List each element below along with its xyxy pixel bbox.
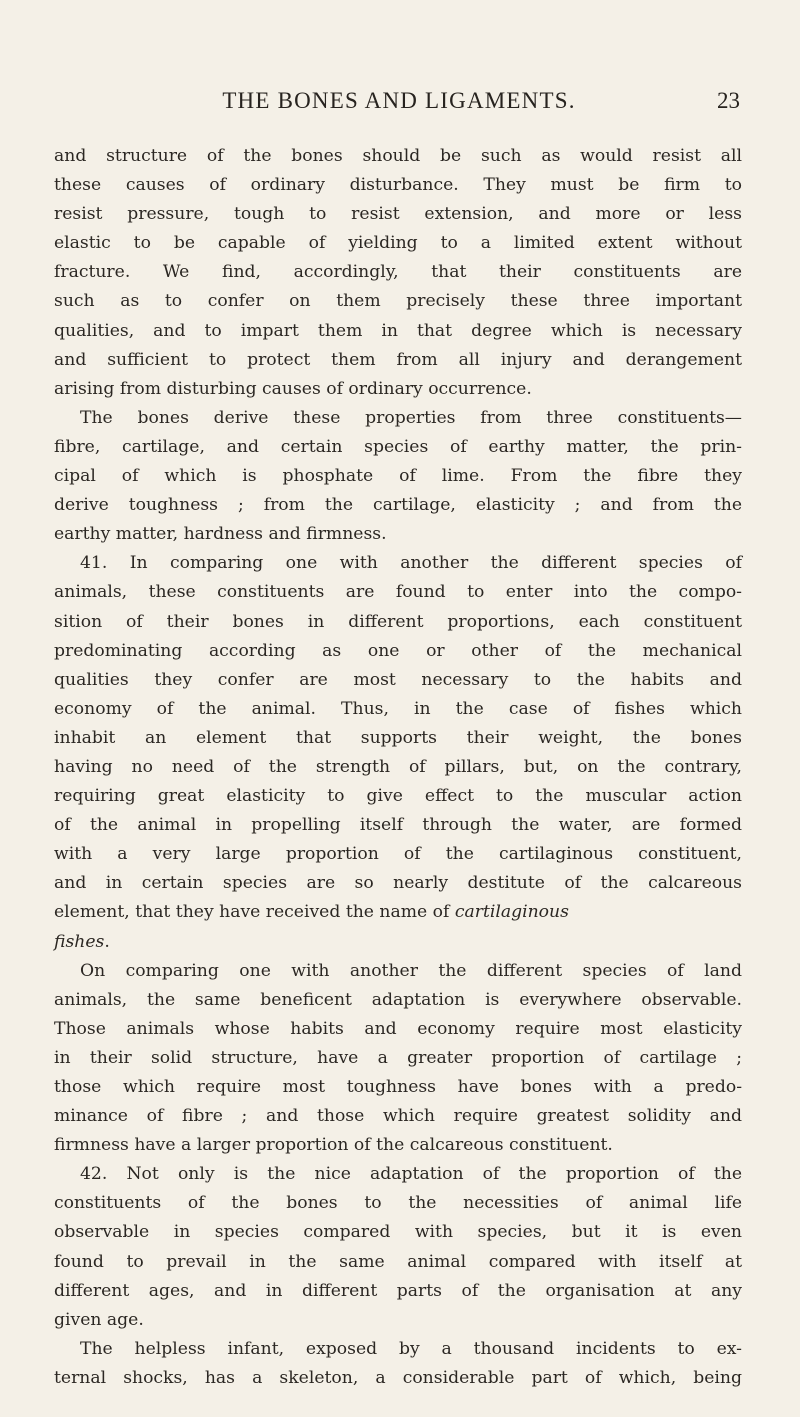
punctuation: .: [104, 931, 110, 952]
text-line: The bones derive these properties from three constituents—: [80, 407, 742, 428]
text-line: arising from disturbing causes of ordinary occurrence.: [54, 378, 532, 399]
text-line: given age.: [54, 1309, 144, 1330]
text-line: sition of their bones in different proportions, each constituent: [54, 611, 742, 632]
text-line: qualities, and to impart them in that degree which is necessary: [54, 320, 742, 341]
text-line: animals, these constituents are found to enter into the compo-: [54, 582, 742, 603]
text-line: On comparing one with another the different species of land: [80, 960, 742, 981]
text-line: these causes of ordinary disturbance. They must be firm to: [54, 175, 742, 196]
body-text: [54, 142, 742, 1393]
italic-term: cartilaginous: [454, 902, 569, 923]
text-line: fibre, cartilage, and certain species of earthy matter, the prin-: [54, 436, 742, 457]
text-line: earthy matter, hardness and firmness.: [54, 524, 387, 545]
text-line: inhabit an element that supports their weight, the bones: [54, 727, 742, 748]
text-line: economy of the animal. Thus, in the case of fishes which: [54, 698, 742, 719]
text-line: minance of fibre ; and those which require greatest solidity and: [54, 1106, 742, 1127]
text-line: 41. In comparing one with another the different species of: [80, 553, 742, 574]
page-header: [58, 88, 740, 118]
italic-term: fishes: [54, 931, 105, 952]
text-line: of the animal in propelling itself through the water, are formed: [54, 815, 742, 836]
text-line: cipal of which is phosphate of lime. From the fibre they: [54, 466, 742, 487]
text-line: animals, the same beneficent adaptation is everywhere observable.: [54, 989, 742, 1010]
text-line-with-italic: [54, 898, 742, 927]
text-line: found to prevail in the same animal compared with itself at: [54, 1251, 742, 1272]
text-line: observable in species compared with species, but it is even: [54, 1222, 742, 1243]
text-line: resist pressure, tough to resist extension, and more or less: [54, 204, 742, 225]
text-line: such as to confer on them precisely these three important: [54, 291, 742, 312]
text-line: predominating according as one or other of the mechanical: [54, 640, 742, 661]
text-segment: element, that they have received the name of: [54, 902, 450, 923]
text-line: requiring great elasticity to give effect to the muscular action: [54, 786, 742, 807]
text-line: in their solid structure, have a greater proportion of cartilage ;: [54, 1047, 742, 1068]
text-line: those which require most toughness have bones with a predo-: [54, 1077, 742, 1097]
text-line: ternal shocks, has a skeleton, a considerable part of which, being: [54, 1367, 742, 1388]
text-line: Those animals whose habits and economy require most elasticity: [54, 1018, 742, 1039]
text-line: [54, 928, 742, 957]
text-line: qualities they confer are most necessary to the habits and: [54, 669, 742, 690]
text-line: derive toughness ; from the cartilage, elasticity ; and from the: [54, 495, 742, 516]
text-line: 42. Not only is the nice adaptation of the proportion of the: [80, 1164, 742, 1185]
text-line: and in certain species are so nearly destitute of the calcareous: [54, 873, 742, 894]
text-line: firmness have a larger proportion of the calcareous constituent.: [54, 1135, 613, 1156]
text-line: different ages, and in different parts of the organisation at any: [54, 1280, 742, 1301]
text-line: with a very large proportion of the cartilaginous constituent,: [54, 844, 742, 865]
text-line: The helpless infant, exposed by a thousand incidents to ex-: [80, 1338, 742, 1359]
text-line: and sufficient to protect them from all injury and derangement: [54, 349, 742, 370]
text-line: and structure of the bones should be such as would resist all: [54, 146, 742, 166]
text-line: having no need of the strength of pillars, but, on the contrary,: [54, 756, 742, 777]
text-line: elastic to be capable of yielding to a limited extent without: [54, 233, 742, 254]
running-title: THE BONES AND LIGAMENTS.: [222, 88, 576, 113]
text-line: fracture. We find, accordingly, that their constituents are: [54, 262, 742, 283]
page-number: 23: [717, 88, 740, 113]
text-line: constituents of the bones to the necessities of animal life: [54, 1193, 742, 1214]
